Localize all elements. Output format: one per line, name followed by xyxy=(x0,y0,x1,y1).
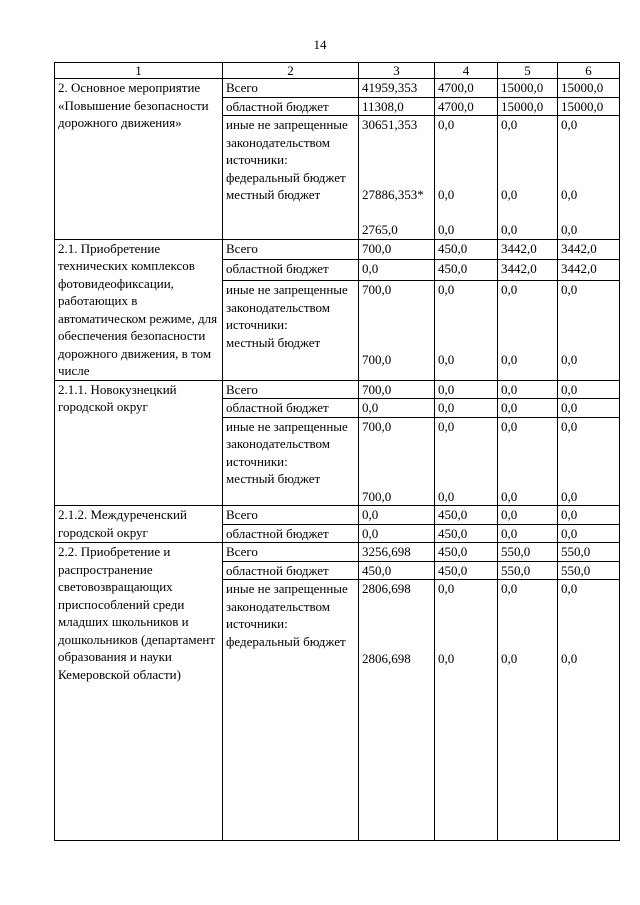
value-cell xyxy=(435,79,498,98)
value-cell xyxy=(359,506,435,525)
value: 0,0 xyxy=(501,507,518,522)
value-cell xyxy=(359,79,435,98)
value-cell xyxy=(435,524,498,543)
table-row xyxy=(55,506,620,525)
value-cell xyxy=(558,417,620,506)
funding-source xyxy=(223,281,359,380)
value: 450,0 xyxy=(438,507,468,522)
sub-value: 0,0 xyxy=(501,187,518,202)
page-number: 14 xyxy=(313,37,327,52)
value: 30651,353 xyxy=(362,117,418,132)
value: 0,0 xyxy=(561,418,578,434)
value: 3442,0 xyxy=(501,240,537,256)
value: 0,0 xyxy=(362,507,379,522)
value-cell xyxy=(558,116,620,240)
value-cell xyxy=(558,580,620,841)
funding-source-label: иные не запрещенные законодательством источники: xyxy=(226,117,348,167)
sub-value: 0,0 xyxy=(501,352,518,368)
value-cell xyxy=(498,543,558,562)
funding-source-label: областной бюджет xyxy=(226,98,329,114)
value-cell xyxy=(558,543,620,562)
sub-value: 0,0 xyxy=(561,488,578,504)
value-cell xyxy=(359,524,435,543)
funding-source-label: Всего xyxy=(226,381,258,397)
value: 0,0 xyxy=(362,400,379,415)
funding-source xyxy=(223,580,359,841)
value-cell xyxy=(435,97,498,116)
value: 0,0 xyxy=(561,117,578,132)
value: 450,0 xyxy=(438,240,468,256)
value: 550,0 xyxy=(501,562,531,578)
value: 450,0 xyxy=(362,562,392,578)
value-cell xyxy=(435,116,498,240)
funding-sub-source-label: местный бюджет xyxy=(226,187,321,202)
table-row xyxy=(55,239,620,260)
value-cell xyxy=(435,260,498,281)
funding-source-label: Всего xyxy=(226,240,258,256)
value: 550,0 xyxy=(501,544,531,559)
value-cell xyxy=(359,116,435,240)
value-cell xyxy=(498,260,558,281)
sub-value: 0,0 xyxy=(438,651,455,666)
funding-source xyxy=(223,79,359,98)
spacer xyxy=(561,299,616,352)
header-cell: 3 xyxy=(359,63,435,79)
funding-source xyxy=(223,399,359,418)
header-cell: 5 xyxy=(498,63,558,79)
value: 0,0 xyxy=(438,282,455,298)
value-cell xyxy=(558,239,620,260)
value-cell xyxy=(435,417,498,506)
sub-value: 0,0 xyxy=(561,222,578,237)
value: 4700,0 xyxy=(438,98,474,114)
sub-value: 0,0 xyxy=(438,187,455,202)
value-cell xyxy=(558,524,620,543)
sub-value: 2806,698 xyxy=(362,651,411,666)
value-cell xyxy=(359,380,435,399)
funding-source xyxy=(223,97,359,116)
spacer xyxy=(438,134,494,187)
value: 15000,0 xyxy=(501,98,544,114)
measure-name: 2.1.1. Новокузнецкий городской округ xyxy=(55,380,223,506)
spacer xyxy=(561,204,616,222)
value-cell xyxy=(498,116,558,240)
sub-value: 0,0 xyxy=(501,222,518,237)
value-cell xyxy=(498,506,558,525)
funding-sub-source-label: местный бюджет xyxy=(226,471,321,486)
funding-source xyxy=(223,239,359,260)
value: 3442,0 xyxy=(561,261,597,277)
value: 41959,353 xyxy=(362,80,418,95)
value: 15000,0 xyxy=(561,98,604,114)
value-cell xyxy=(359,417,435,506)
value: 0,0 xyxy=(561,381,578,397)
funding-source-label: областной бюджет xyxy=(226,562,329,578)
measure-name: 2.1. Приобретение технических комплексов фотовидеофиксации, работающих в автоматическом режиме, для обеспечения безопасности дорожного движения, в том числе xyxy=(55,239,223,380)
value: 0,0 xyxy=(561,525,578,541)
table-row xyxy=(55,543,620,562)
header-cell: 6 xyxy=(558,63,620,79)
value: 0,0 xyxy=(438,117,455,132)
value-cell xyxy=(359,239,435,260)
value: 0,0 xyxy=(501,282,518,298)
table-row xyxy=(55,79,620,98)
funding-source-label: Всего xyxy=(226,544,258,559)
spacer xyxy=(501,134,554,187)
value-cell xyxy=(359,543,435,562)
funding-source-label: Всего xyxy=(226,80,258,95)
value-cell xyxy=(359,260,435,281)
spacer xyxy=(561,598,616,651)
value-cell xyxy=(435,380,498,399)
value: 3442,0 xyxy=(501,261,537,277)
funding-source-label: областной бюджет xyxy=(226,525,329,541)
spacer xyxy=(438,204,494,222)
value: 0,0 xyxy=(438,418,455,434)
spacer xyxy=(561,435,616,488)
value: 0,0 xyxy=(501,418,518,434)
funding-source xyxy=(223,380,359,399)
funding-source xyxy=(223,543,359,562)
sub-value: 0,0 xyxy=(438,488,455,504)
funding-sub-source-label: местный бюджет xyxy=(226,334,321,350)
value: 11308,0 xyxy=(362,98,404,114)
sub-value: 700,0 xyxy=(362,488,392,504)
table-row xyxy=(55,380,620,399)
value-cell xyxy=(498,97,558,116)
header-cell: 4 xyxy=(435,63,498,79)
value-cell xyxy=(498,580,558,841)
measure-name: 2.2. Приобретение и распространение световозвращающих приспособлений среди младших школьников и дошкольников (департамент образования и науки Кемеровской области) xyxy=(55,543,223,841)
value: 0,0 xyxy=(438,400,455,415)
spacer xyxy=(501,299,554,352)
value: 0,0 xyxy=(362,525,379,541)
value: 0,0 xyxy=(501,525,518,541)
sub-value: 2765,0 xyxy=(362,222,398,237)
value: 450,0 xyxy=(438,544,468,559)
value: 2806,698 xyxy=(362,581,411,596)
sub-value: 0,0 xyxy=(501,488,518,504)
value-cell xyxy=(558,79,620,98)
sub-value: 0,0 xyxy=(561,352,578,368)
value-cell xyxy=(498,399,558,418)
funding-source xyxy=(223,260,359,281)
value: 0,0 xyxy=(501,117,518,132)
funding-source xyxy=(223,524,359,543)
value-cell xyxy=(359,281,435,380)
value-cell xyxy=(435,239,498,260)
spacer xyxy=(501,435,554,488)
spacer xyxy=(362,598,431,651)
spacer xyxy=(362,134,431,187)
value: 0,0 xyxy=(438,581,455,596)
value-cell xyxy=(498,380,558,399)
funding-source-label: иные не запрещенные законодательством источники: xyxy=(226,581,348,631)
funding-source-label: иные не запрещенные законодательством источники: xyxy=(226,282,348,333)
sub-value: 0,0 xyxy=(561,187,578,202)
value-cell xyxy=(558,281,620,380)
header-row xyxy=(55,63,620,79)
value: 0,0 xyxy=(561,400,578,415)
value: 3256,698 xyxy=(362,544,411,559)
value: 0,0 xyxy=(561,581,578,596)
funding-source xyxy=(223,506,359,525)
spacer xyxy=(438,598,494,651)
value-cell xyxy=(435,543,498,562)
value: 550,0 xyxy=(561,562,591,578)
value: 0,0 xyxy=(561,507,578,522)
funding-sub-source-label: федеральный бюджет xyxy=(226,169,346,185)
header-cell: 2 xyxy=(223,63,359,79)
value-cell xyxy=(558,506,620,525)
value-cell xyxy=(498,417,558,506)
value-cell xyxy=(435,281,498,380)
value: 700,0 xyxy=(362,381,392,397)
value-cell xyxy=(435,580,498,841)
value-cell xyxy=(435,506,498,525)
funding-source-label: иные не запрещенные законодательством источники: xyxy=(226,418,348,469)
budget-table xyxy=(54,62,620,841)
value-cell xyxy=(498,79,558,98)
funding-source xyxy=(223,561,359,580)
measure-name: 2. Основное мероприятие «Повышение безопасности дорожного движения» xyxy=(55,79,223,240)
funding-sub-source-label: федеральный бюджет xyxy=(226,633,346,649)
measure-name: 2.1.2. Междуреченский городской округ xyxy=(55,506,223,543)
spacer xyxy=(501,204,554,222)
value-cell xyxy=(558,399,620,418)
funding-source xyxy=(223,116,359,240)
value: 700,0 xyxy=(362,418,392,434)
value: 550,0 xyxy=(561,544,591,559)
value-cell xyxy=(558,97,620,116)
value-cell xyxy=(498,561,558,580)
header-cell: 1 xyxy=(55,63,223,79)
spacer xyxy=(362,299,431,352)
value: 0,0 xyxy=(561,282,578,298)
spacer xyxy=(438,435,494,488)
value-cell xyxy=(558,380,620,399)
sub-value: 700,0 xyxy=(362,352,392,368)
value: 450,0 xyxy=(438,562,468,578)
funding-source-label: областной бюджет xyxy=(226,400,329,415)
value: 3442,0 xyxy=(561,240,597,256)
spacer xyxy=(501,598,554,651)
value-cell xyxy=(435,399,498,418)
value: 700,0 xyxy=(362,282,392,298)
sub-value: 0,0 xyxy=(438,352,455,368)
value-cell xyxy=(359,97,435,116)
spacer xyxy=(438,299,494,352)
value: 700,0 xyxy=(362,240,392,256)
value: 0,0 xyxy=(362,261,379,277)
funding-source xyxy=(223,417,359,506)
sub-value: 0,0 xyxy=(501,651,518,666)
funding-source-label: Всего xyxy=(226,507,258,522)
spacer xyxy=(362,435,431,488)
value-cell xyxy=(498,524,558,543)
value-cell xyxy=(359,580,435,841)
value-cell xyxy=(435,561,498,580)
value-cell xyxy=(498,281,558,380)
funding-source-label: областной бюджет xyxy=(226,261,329,277)
spacer xyxy=(561,134,616,187)
value: 0,0 xyxy=(501,581,518,596)
value: 0,0 xyxy=(501,381,518,397)
value-cell xyxy=(498,239,558,260)
value: 450,0 xyxy=(438,261,468,277)
value-cell xyxy=(359,561,435,580)
value-cell xyxy=(359,399,435,418)
value: 0,0 xyxy=(438,381,455,397)
value: 15000,0 xyxy=(561,80,604,95)
value: 0,0 xyxy=(501,400,518,415)
value-cell xyxy=(558,561,620,580)
value-cell xyxy=(558,260,620,281)
sub-value: 0,0 xyxy=(438,222,455,237)
spacer xyxy=(362,204,431,222)
value: 15000,0 xyxy=(501,80,544,95)
value: 450,0 xyxy=(438,525,468,541)
value: 4700,0 xyxy=(438,80,474,95)
sub-value: 0,0 xyxy=(561,651,578,666)
sub-value: 27886,353* xyxy=(362,187,424,202)
